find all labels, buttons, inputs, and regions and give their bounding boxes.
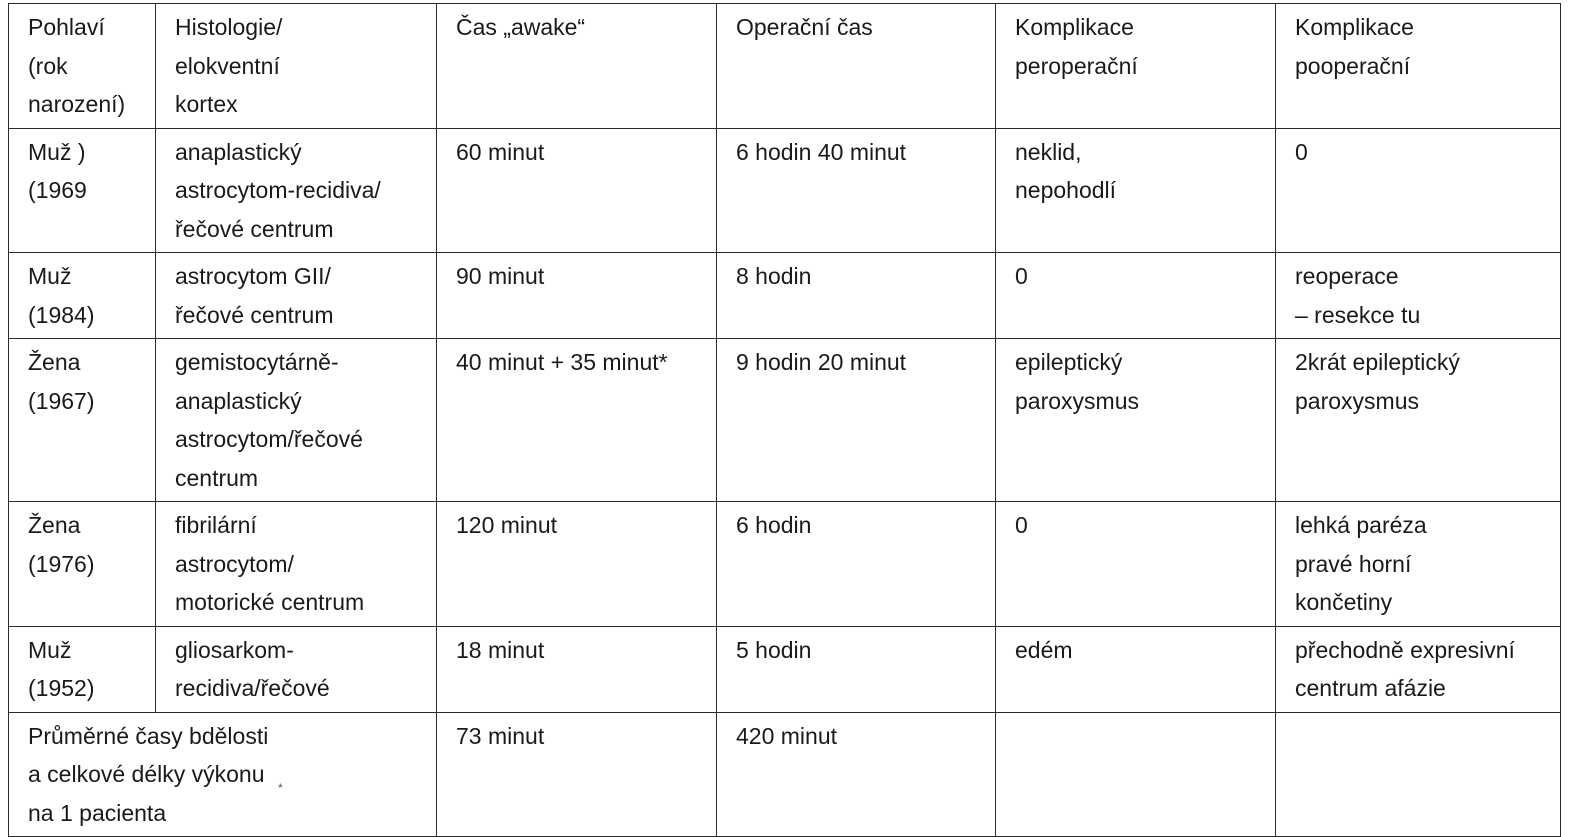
header-awake-time: Čas „awake“ — [437, 4, 717, 129]
cell-operation-time: 9 hodin 20 minut — [717, 339, 996, 502]
table-row — [9, 339, 1561, 502]
cell-periop-complications: edém — [996, 626, 1276, 712]
cell-sex-year: Muž (1984) — [9, 253, 156, 339]
table-row — [9, 128, 1561, 253]
cell-operation-time: 6 hodin — [717, 502, 996, 627]
cell-operation-time: 8 hodin — [717, 253, 996, 339]
cell-postop-complications: 0 — [1276, 128, 1561, 253]
table-row — [9, 253, 1561, 339]
summary-operation-time: 420 minut — [717, 712, 996, 837]
cell-operation-time: 5 hodin — [717, 626, 996, 712]
cell-histology: astrocytom GII/ řečové centrum — [156, 253, 437, 339]
cell-postop-complications: přechodně expresivní centrum afázie — [1276, 626, 1561, 712]
cell-awake-time: 120 minut — [437, 502, 717, 627]
cell-sex-year: Žena (1967) — [9, 339, 156, 502]
cell-operation-time: 6 hodin 40 minut — [717, 128, 996, 253]
summary-postop-complications — [1276, 712, 1561, 837]
cell-histology: anaplastický astrocytom-recidiva/ řečové centrum — [156, 128, 437, 253]
cell-histology: fibrilární astrocytom/ motorické centrum — [156, 502, 437, 627]
header-row — [9, 4, 1561, 129]
summary-row — [9, 712, 1561, 837]
cell-periop-complications: 0 — [996, 253, 1276, 339]
cell-periop-complications: 0 — [996, 502, 1276, 627]
summary-awake-time: 73 minut — [437, 712, 717, 837]
patients-table — [8, 3, 1561, 837]
cell-awake-time: 90 minut — [437, 253, 717, 339]
cell-sex-year: Muž ) (1969 — [9, 128, 156, 253]
cell-awake-time: 60 minut — [437, 128, 717, 253]
header-periop-complications: Komplikace peroperační — [996, 4, 1276, 129]
cell-histology: gliosarkom- recidiva/řečové — [156, 626, 437, 712]
cell-postop-complications: 2krát epileptický paroxysmus — [1276, 339, 1561, 502]
cell-postop-complications: reoperace – resekce tu — [1276, 253, 1561, 339]
cell-postop-complications: lehká paréza pravé horní končetiny — [1276, 502, 1561, 627]
header-postop-complications: Komplikace pooperační — [1276, 4, 1561, 129]
cell-histology: gemistocytárně- anaplastický astrocytom/řečové centrum — [156, 339, 437, 502]
header-operation-time: Operační čas — [717, 4, 996, 129]
cell-awake-time: 40 minut + 35 minut* — [437, 339, 717, 502]
header-sex-year: Pohlaví (rok narození) — [9, 4, 156, 129]
cell-awake-time: 18 minut — [437, 626, 717, 712]
cell-sex-year: Muž (1952) — [9, 626, 156, 712]
cell-periop-complications: neklid, nepohodlí — [996, 128, 1276, 253]
cell-sex-year: Žena (1976) — [9, 502, 156, 627]
header-histology: Histologie/ elokventní kortex — [156, 4, 437, 129]
summary-periop-complications — [996, 712, 1276, 837]
table-row — [9, 626, 1561, 712]
cell-periop-complications: epileptický paroxysmus — [996, 339, 1276, 502]
footnote-mark: * — [278, 781, 283, 795]
summary-label: Průměrné časy bdělosti a celkové délky výkonu na 1 pacienta — [9, 712, 437, 837]
table-row — [9, 502, 1561, 627]
